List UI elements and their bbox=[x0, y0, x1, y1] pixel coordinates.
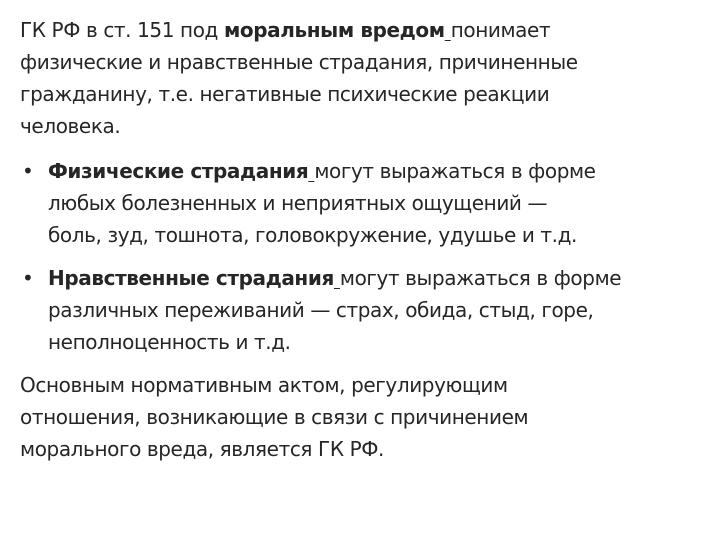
conclusion-line-3: морального вреда, является ГК РФ. bbox=[20, 437, 385, 461]
bullet-moral-suffering bbox=[20, 262, 710, 358]
bullet-2-line-2: различных переживаний — страх, обида, стыд, горе, bbox=[48, 298, 594, 322]
intro-line-1 bbox=[20, 14, 710, 46]
conclusion-line-1: Основным нормативным актом, регулирующим bbox=[20, 373, 508, 397]
conclusion-line-2: отношения, возникающие в связи с причинением bbox=[20, 405, 529, 429]
intro-line-2: физические и нравственные страдания, причиненные bbox=[20, 50, 578, 74]
bullet-text bbox=[48, 262, 708, 358]
conclusion-paragraph bbox=[20, 369, 710, 465]
bullet-1-line-3: боль, зуд, тошнота, головокружение, удушье и т.д. bbox=[48, 223, 578, 247]
bullet-1-line-2: любых болезненных и неприятных ощущений — bbox=[48, 191, 548, 215]
intro-line-4: человека. bbox=[20, 114, 121, 138]
bullet-physical-suffering bbox=[20, 155, 710, 251]
bullet-2-line-3: неполноценность и т.д. bbox=[48, 330, 291, 354]
term-physical-suffering: Физические страдания bbox=[48, 159, 309, 183]
intro-paragraph bbox=[20, 14, 710, 142]
term-moral-harm: моральным вредом bbox=[223, 18, 445, 42]
bullet-text bbox=[48, 155, 708, 251]
bullet-marker: • bbox=[22, 266, 34, 290]
bullet-1-line-1-rest: могут выражаться в форме bbox=[314, 159, 596, 183]
bullet-2-line-1 bbox=[48, 262, 708, 294]
intro-line-3: гражданину, т.е. негативные психические реакции bbox=[20, 82, 550, 106]
intro-text-prefix: ГК РФ в ст. 151 под bbox=[20, 18, 224, 42]
bullet-2-line-1-rest: могут выражаться в форме bbox=[339, 266, 622, 290]
bullet-1-line-1 bbox=[48, 155, 708, 187]
term-moral-suffering: Нравственные страдания bbox=[48, 266, 334, 290]
intro-text-suffix: понимает bbox=[450, 18, 551, 42]
bullet-marker: • bbox=[22, 159, 34, 183]
